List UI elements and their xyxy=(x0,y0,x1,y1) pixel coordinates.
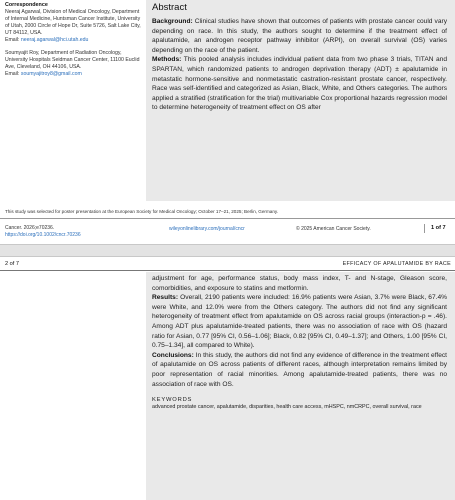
author-1-address: Neeraj Agarwal, Division of Medical Oncology, Department of Internal Medicine, Huntsman Cancer Institute, University of Utah, 2000 Circle of Hope Dr, Suite 5726, Salt Lake City, UT 84112, USA. xyxy=(5,9,141,36)
abstract-box xyxy=(146,0,455,201)
page-separator xyxy=(0,244,455,257)
page-2-number: 2 of 7 xyxy=(5,261,19,267)
email-label-1: Email: xyxy=(5,37,20,43)
email-label-2: Email: xyxy=(5,71,20,77)
presentation-footnote: This study was selected for poster presentation at the European Society for Medical Oncology; October 17–21, 2025; Berlin, Germany. xyxy=(5,209,279,214)
keywords-heading: KEYWORDS xyxy=(152,397,193,404)
page-1-number: 1 of 7 xyxy=(424,224,446,233)
author-1-email-link[interactable]: neeraj.agarwal@hci.utah.edu xyxy=(20,37,89,43)
citation-block xyxy=(5,225,81,239)
citation-text: Cancer. 2026;e70236. xyxy=(5,225,55,231)
methods-text: This pooled analysis includes individual patient data from two phase 3 trials, TITAN and SPARTAN, which randomized patients to androgen deprivation therapy (ADT) ± apalutamide in metastatic hormone-sensitive and nonmetastatic castration-resistant prostate cancer, respectively. Race was self-identified and categorized as Asian, Black, White, and Others categories. The authors applied a stratified (stratification for the trial) multivariable Cox proportional hazards regression model to determine heterogeneity of treatment effect on OS after xyxy=(152,56,447,112)
results-text: Overall, 2190 patients were included: 16.9% patients were Asian, 3.7% were Black, 67.4% were White, and 12.0% were from the Others category. The authors did not find any significant heterogeneity of treatment effect from apalutamide on OS across racial groups (interaction-p = .46). Among ADT plus apalutamide-treated patients, there was no association of race with OS (hazard ratio for Asian, 0.77 [95% CI, 0.56–1.06]; Black, 0.82 [95% CI, 0.49–1.37]; and Others, 1.00 [95% CI, 0.75–1.34], all compared to White). xyxy=(152,294,447,350)
conclusions-label: Conclusions: xyxy=(152,351,194,359)
abstract-methods xyxy=(152,55,447,113)
background-text: Clinical studies have shown that outcomes of patients with prostate cancer could vary depending on race. In this study, the authors sought to determine if the treatment effect of apalutamide, an androgen receptor pathway inhibitor (ARPI), on overall survival (OS) varies depending on the race of the patient. xyxy=(152,18,447,54)
methods-label: Methods: xyxy=(152,56,182,64)
author-1-affiliation xyxy=(5,9,143,44)
copyright-text: © 2025 American Cancer Society. xyxy=(296,226,371,232)
conclusions-text: In this study, the authors did not find any evidence of difference in the treatment effect of apalutamide on OS across patients of different races, although interpretation remains limited by poor representation of racial minorities. Among apalutamide-treated patients, there was no association of race with OS. xyxy=(152,351,447,388)
background-label: Background: xyxy=(152,18,193,25)
author-2-address: Soumyajit Roy, Department of Radiation Oncology, University Hospitals Seidman Cancer Center, 11100 Euclid Ave, Cleveland, OH 44106, USA. xyxy=(5,50,140,70)
footer-divider-top xyxy=(0,218,455,219)
doi-link[interactable]: https://doi.org/10.1002/cncr.70236 xyxy=(5,232,81,238)
results-label: Results: xyxy=(152,294,179,302)
keywords-text: advanced prostate cancer, apalutamide, disparities, health care access, mHSPC, nmCRPC, overall survival, race xyxy=(152,404,422,411)
methods-continued: adjustment for age, performance status, body mass index, T- and N-stage, Gleason score, comorbidities, and exposure to statins and metformin. xyxy=(152,275,447,292)
page-1 xyxy=(0,0,455,244)
abstract-background xyxy=(152,17,447,55)
running-title: EFFICACY OF APALUTAMIDE BY RACE xyxy=(342,261,451,267)
author-2-affiliation xyxy=(5,50,143,78)
abstract-results xyxy=(152,293,447,351)
header-divider xyxy=(0,270,455,271)
correspondence-heading: Correspondence xyxy=(5,2,48,8)
abstract-box-continued xyxy=(146,272,455,500)
author-2-email-link[interactable]: soumyajitroy8@gmail.com xyxy=(20,71,82,77)
abstract-conclusions xyxy=(152,351,447,389)
abstract-title: Abstract xyxy=(152,2,187,13)
correspondence-block xyxy=(5,2,143,84)
page-2 xyxy=(0,257,455,500)
journal-url-link[interactable]: wileyonlinelibrary.com/journal/cncr xyxy=(169,226,245,232)
